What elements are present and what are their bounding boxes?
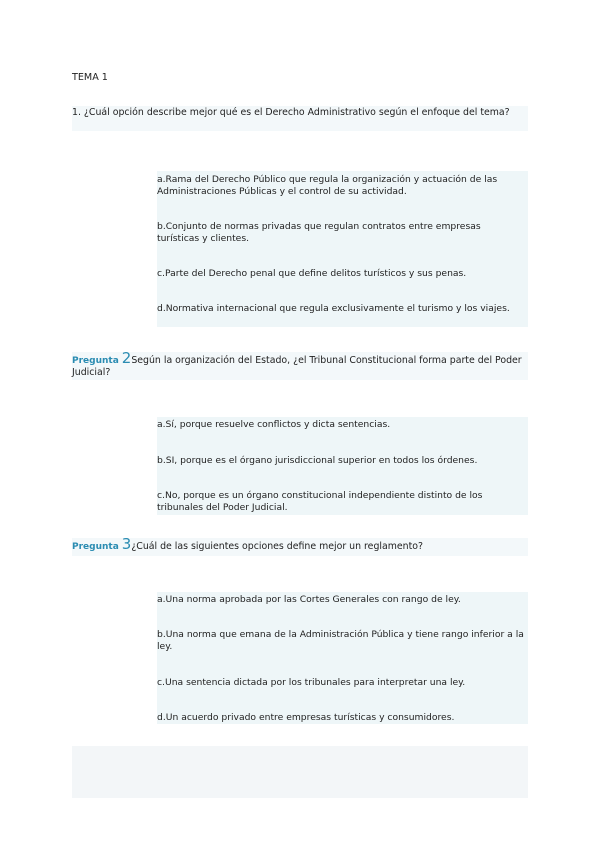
question-2-number: 2 [121,349,132,367]
empty-answer-panel [72,746,528,798]
question-1-option-b[interactable]: b.Conjunto de normas privadas que regulan contratos entre empresas turísticas y clientes. [157,221,481,244]
question-1-option-d[interactable]: d.Normativa internacional que regula exclusivamente el turismo y los viajes. [157,303,510,314]
question-3-options-panel [157,592,528,724]
question-3-number: 3 [121,535,132,553]
question-3-option-a[interactable]: a.Una norma aprobada por las Cortes Generales con rango de ley. [157,594,461,605]
question-1-option-a[interactable]: a.Rama del Derecho Público que regula la organización y actuación de las Administraciones Públicas y el control de su actividad. [157,174,498,197]
question-2-text: Según la organización del Estado, ¿el Tribunal Constitucional forma parte del Poder Judicial? [72,355,522,378]
question-3-text: ¿Cuál de las siguientes opciones define mejor un reglamento? [131,541,423,552]
question-1-option-c[interactable]: c.Parte del Derecho penal que define delitos turísticos y sus penas. [157,268,467,279]
question-3-option-b[interactable]: b.Una norma que emana de la Administración Pública y tiene rango inferior a la ley. [157,629,524,652]
question-1 [72,106,528,131]
question-3-label: Pregunta [72,542,119,552]
question-3-option-c[interactable]: c.Una sentencia dictada por los tribunales para interpretar una ley. [157,677,466,688]
question-3 [72,535,528,556]
question-2-label: Pregunta [72,356,119,366]
question-3-option-d[interactable]: d.Un acuerdo privado entre empresas turísticas y consumidores. [157,712,455,723]
question-2 [72,349,528,380]
section-title: TEMA 1 [72,72,108,83]
question-1-text: 1. ¿Cuál opción describe mejor qué es el Derecho Administrativo según el enfoque del tema? [72,107,510,118]
question-2-option-c[interactable]: c.No, porque es un órgano constitucional independiente distinto de los tribunales del Poder Judicial. [157,490,483,513]
question-2-option-b[interactable]: b.SI, porque es el órgano jurisdiccional superior en todos los órdenes. [157,455,478,466]
question-2-option-a[interactable]: a.Sí, porque resuelve conflictos y dicta sentencias. [157,419,391,430]
